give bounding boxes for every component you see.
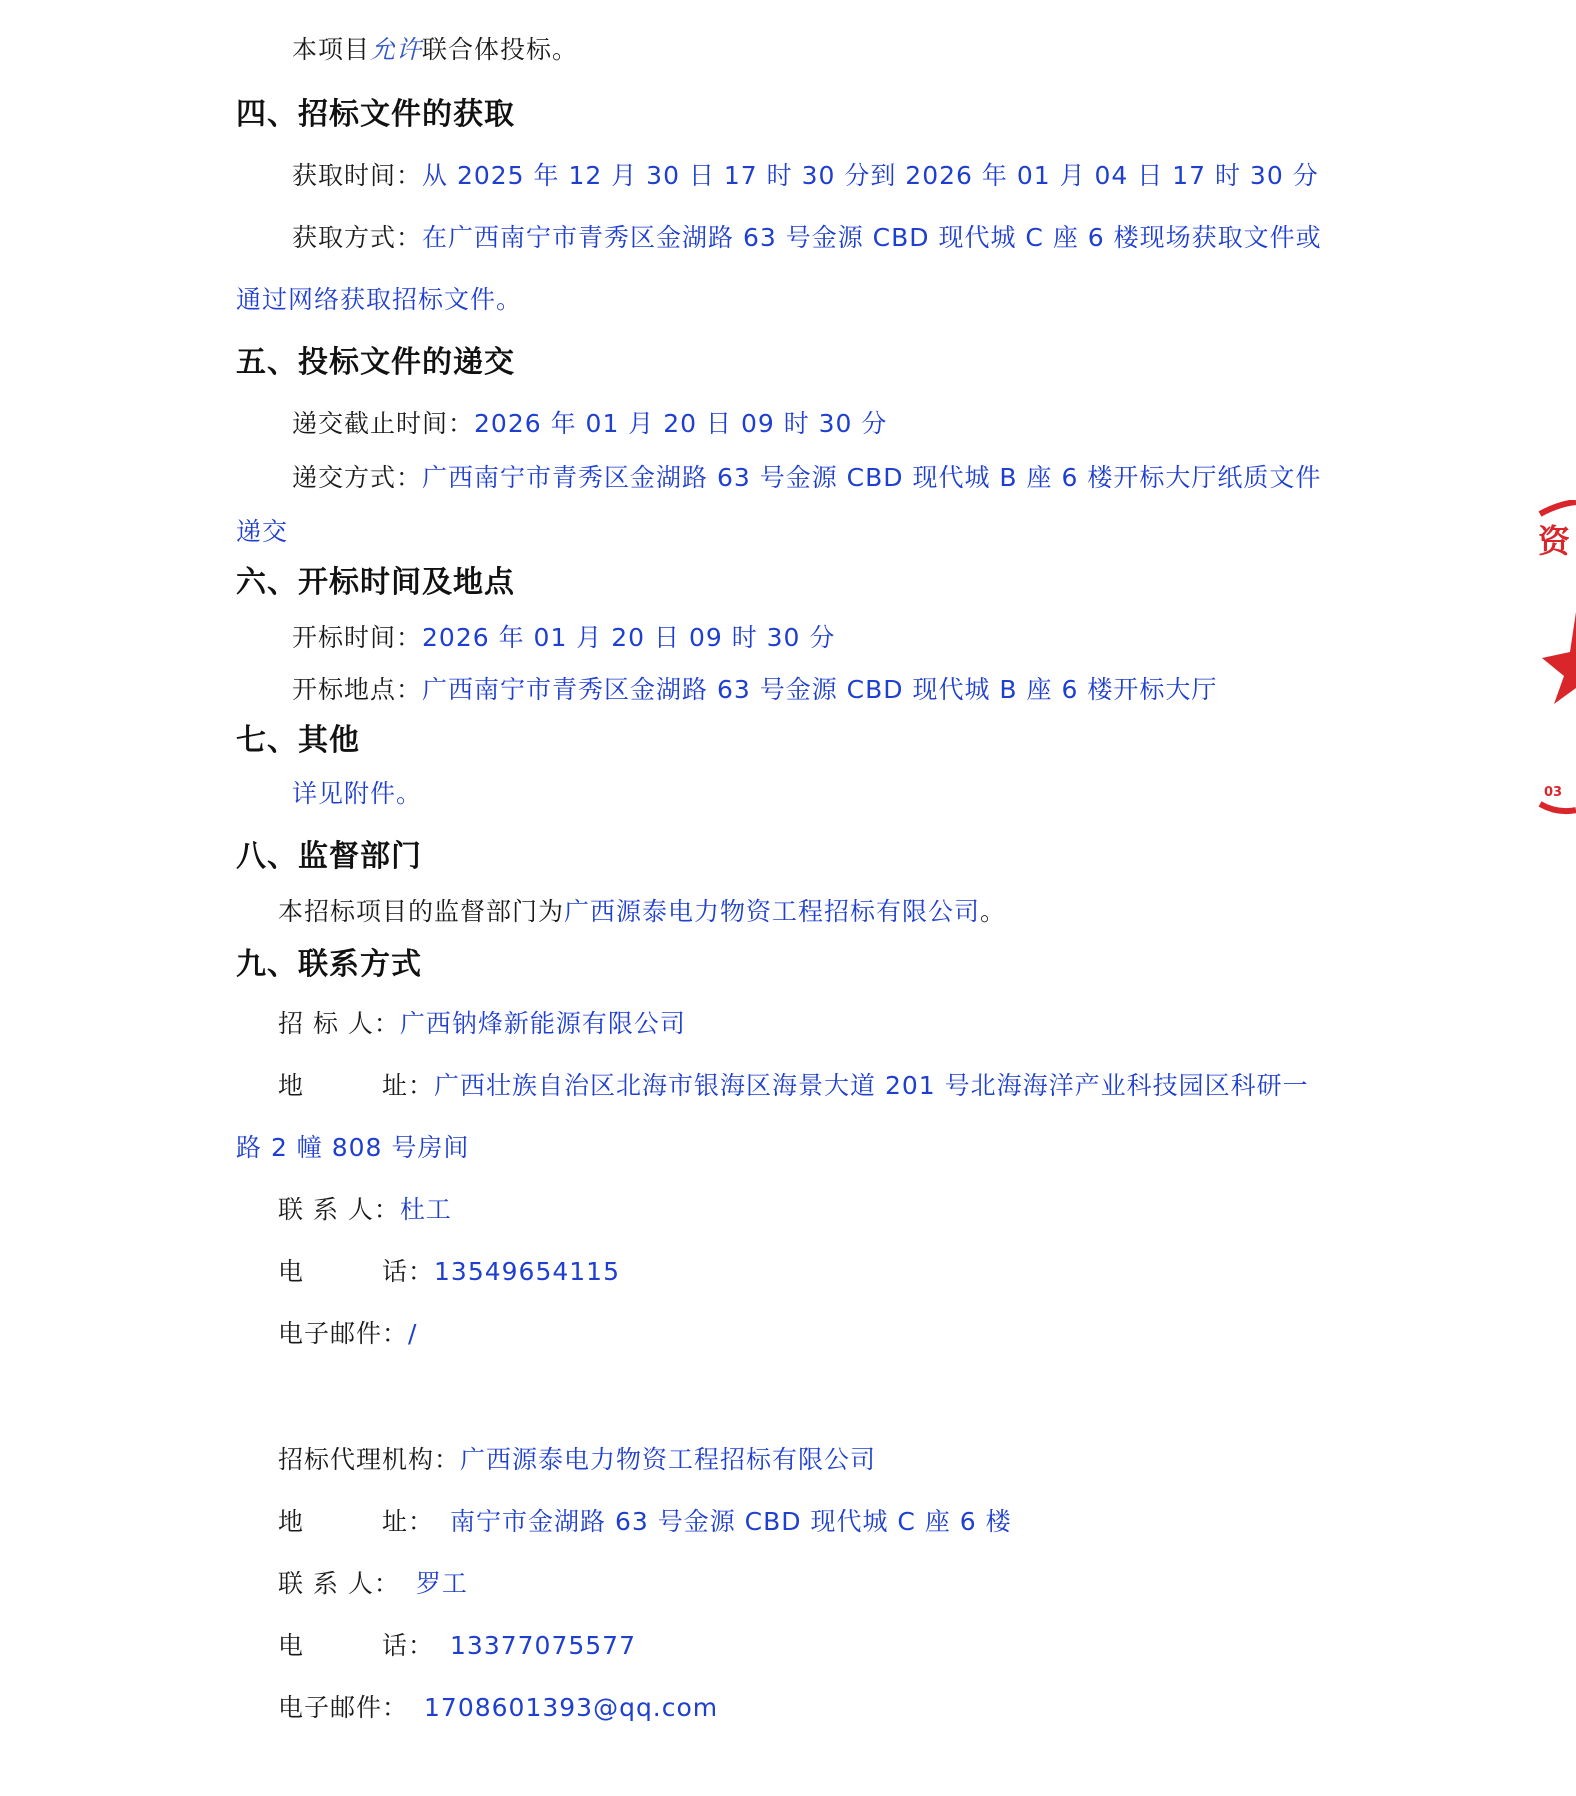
agency-value: 广西源泰电力物资工程招标有限公司: [460, 1445, 877, 1474]
section-8-heading: 八、监督部门: [236, 839, 422, 874]
agency-address-line: [278, 1506, 1012, 1538]
tenderer-phone-value: 13549654115: [434, 1257, 620, 1286]
tenderer-phone-label-b: 话：: [382, 1257, 435, 1286]
tenderer-address-label-b: 址：: [382, 1071, 435, 1100]
tenderer-address-value-1: 广西壮族自治区北海市银海区海景大道 201 号北海海洋产业科技园区科研一: [434, 1071, 1309, 1100]
section-4-heading: 四、招标文件的获取: [236, 97, 515, 132]
section-9-heading: 九、联系方式: [236, 947, 422, 982]
seal-glyph-top: 资: [1538, 522, 1571, 560]
tenderer-email-line: [278, 1318, 417, 1350]
tenderer-label: 招 标 人：: [278, 1009, 400, 1038]
supervisor-suffix: 。: [980, 897, 1007, 926]
section-7-heading: 七、其他: [236, 723, 360, 758]
agency-address-value: 南宁市金湖路 63 号金源 CBD 现代城 C 座 6 楼: [450, 1507, 1012, 1536]
submit-method-label: 递交方式：: [292, 463, 423, 492]
tenderer-phone-label-a: 电: [278, 1257, 305, 1286]
tenderer-contact-line: [278, 1194, 452, 1226]
submit-method-value-2: 递交: [236, 517, 289, 546]
agency-line: [278, 1444, 876, 1476]
supervisor-prefix: 本招标项目的监督部门为: [278, 897, 565, 926]
tenderer-address-label-a: 地: [278, 1071, 305, 1100]
joint-bid-prefix: 本项目: [292, 35, 371, 64]
obtain-method-value-1: 在广西南宁市青秀区金湖路 63 号金源 CBD 现代城 C 座 6 楼现场获取文件或: [422, 223, 1322, 252]
agency-address-label-a: 地: [278, 1507, 305, 1536]
opening-place-label: 开标地点：: [292, 675, 423, 704]
submit-deadline-value: 2026 年 01 月 20 日 09 时 30 分: [474, 409, 888, 438]
agency-phone-label-a: 电: [278, 1631, 305, 1660]
obtain-time-line: [292, 160, 1319, 192]
tenderer-phone-line: [278, 1256, 620, 1288]
agency-address-label-b: 址：: [382, 1507, 435, 1536]
tenderer-email-label: 电子邮件：: [278, 1319, 409, 1348]
submit-method-line: [292, 462, 1321, 494]
agency-contact-label: 联 系 人：: [278, 1569, 400, 1598]
joint-bid-suffix: 联合体投标。: [422, 35, 579, 64]
submit-method-line-2: [236, 516, 288, 548]
joint-bid-value: 允许: [370, 35, 423, 64]
obtain-time-label: 获取时间：: [292, 161, 423, 190]
tenderer-value: 广西钠烽新能源有限公司: [399, 1009, 686, 1038]
obtain-method-line: [292, 222, 1322, 254]
agency-phone-value: 13377075577: [450, 1631, 636, 1660]
tenderer-address-line: [278, 1070, 1309, 1102]
supervisor-value: 广西源泰电力物资工程招标有限公司: [564, 897, 981, 926]
seal-glyph-bottom: 03: [1544, 785, 1563, 800]
opening-place-line: [292, 674, 1217, 706]
agency-email-value: 1708601393@qq.com: [424, 1693, 719, 1722]
obtain-method-label: 获取方式：: [292, 223, 423, 252]
submit-deadline-line: [292, 408, 887, 440]
opening-time-value: 2026 年 01 月 20 日 09 时 30 分: [422, 623, 836, 652]
agency-contact-value: 罗工: [415, 1569, 468, 1598]
obtain-method-line-2: [236, 284, 522, 316]
opening-time-line: [292, 622, 835, 654]
supervisor-line: [278, 896, 1006, 928]
obtain-method-value-2: 通过网络获取招标文件。: [236, 285, 523, 314]
obtain-time-value: 从 2025 年 12 月 30 日 17 时 30 分到 2026 年 01 月 04 日 17 时 30 分: [422, 161, 1319, 190]
agency-phone-line: [278, 1630, 636, 1662]
opening-place-value: 广西南宁市青秀区金湖路 63 号金源 CBD 现代城 B 座 6 楼开标大厅: [422, 675, 1218, 704]
seal-star-icon: [1542, 612, 1576, 704]
tenderer-line: [278, 1008, 686, 1040]
tenderer-email-value: /: [408, 1319, 418, 1348]
agency-contact-line: [278, 1568, 468, 1600]
tenderer-address-value-2: 路 2 幢 808 号房间: [236, 1133, 470, 1162]
agency-label: 招标代理机构：: [278, 1445, 461, 1474]
submit-method-value-1: 广西南宁市青秀区金湖路 63 号金源 CBD 现代城 B 座 6 楼开标大厅纸质文件: [422, 463, 1322, 492]
section-6-heading: 六、开标时间及地点: [236, 565, 515, 600]
section-5-heading: 五、投标文件的递交: [236, 345, 515, 380]
agency-email-label: 电子邮件：: [278, 1693, 409, 1722]
tenderer-contact-label: 联 系 人：: [278, 1195, 400, 1224]
other-value: 详见附件。: [292, 779, 423, 808]
seal-graphic: [1536, 500, 1576, 820]
submit-deadline-label: 递交截止时间：: [292, 409, 475, 438]
other-line: [292, 778, 422, 810]
agency-phone-label-b: 话：: [382, 1631, 435, 1660]
joint-bid-line: [292, 34, 578, 66]
company-seal: [1536, 500, 1576, 820]
tenderer-address-line-2: [236, 1132, 469, 1164]
opening-time-label: 开标时间：: [292, 623, 423, 652]
tenderer-contact-value: 杜工: [399, 1195, 452, 1224]
agency-email-line: [278, 1692, 718, 1724]
